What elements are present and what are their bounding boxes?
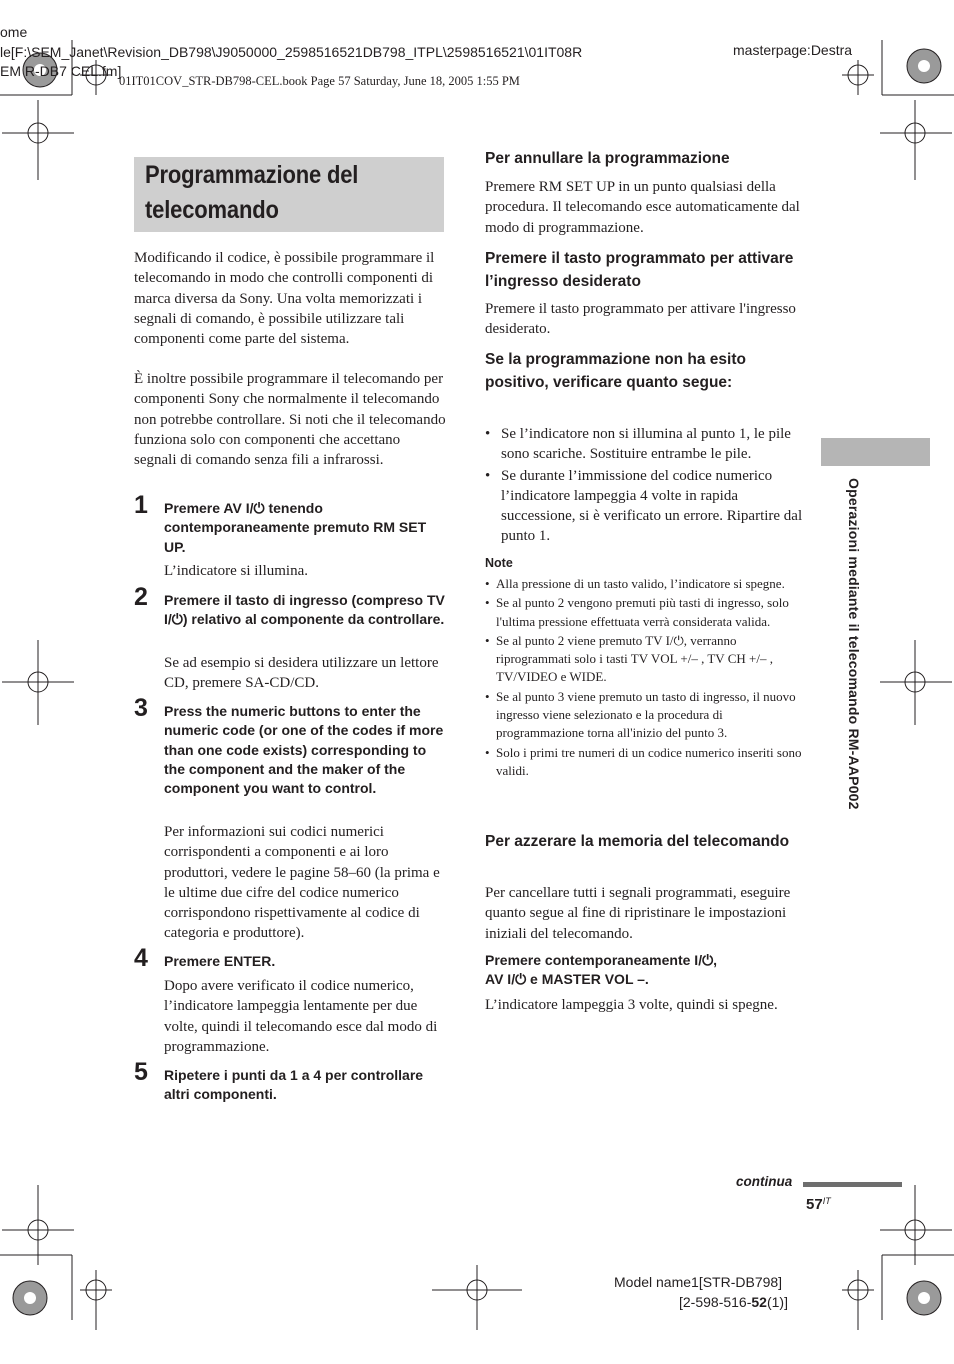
notes-title: Note [485,556,513,570]
notes-list [485,575,803,781]
header-path-line2: le[F:\SEM_Janet\Revision_DB798\J9050000_2598516521DB798_ITPL\2598516521\01IT08R [0,44,583,60]
note-item: • Se al punto 2 viene premuto TV I/⏻, verranno riprogrammati solo i tasti TV VOL +/– , TV CH +/– , TV/VIDEO e WIDE. [485,632,803,687]
header-path-line3: EM R-DB7 CEL.fm] [0,63,122,79]
reset-heading: Per azzerare la memoria del telecomando [485,833,790,850]
step-number-3: 3 [134,694,148,722]
continua-bar [803,1182,902,1187]
note-item: • Se al punto 3 viene premuto un tasto di ingresso, il nuovo ingresso viene selezionato e la procedura di programmazione torna all'inizio del punto 3. [485,688,803,743]
step-instruction-1: Premere AV I/⏻ tenendo contemporaneamente premuto RM SET UP. [164,500,427,555]
step-instruction-4: Premere ENTER. [164,953,276,969]
step-detail-2: Se ad esempio si desidera utilizzare un lettore CD, premere SA-CD/CD. [164,655,439,692]
page-number-lang: IT [822,1196,831,1206]
header-path-line1: ome [0,24,28,40]
note-item: • Alla pressione di un tasto valido, l’indicatore si spegne. [485,575,803,593]
header-masterpage: masterpage:Destra [733,42,853,58]
press-key-heading: Premere il tasto programmato per attivare l’ingresso desiderato [485,250,794,290]
step-detail-3: Per informazioni sui codici numerici corrispondenti a componenti e ai loro produttori, vedere le pagine 58–60 (la prima e le ultime due cifre del codice numerico corrispondono rispettivamente al codice di categoria e produttore). [164,824,440,942]
page-number [806,1196,831,1214]
step-instruction-5: Ripetere i punti da 1 a 4 per controllare altri componenti. [164,1067,424,1103]
step-number-2: 2 [134,583,148,611]
press-key-text: Premere il tasto programmato per attivare l'ingresso desiderato. [485,301,796,338]
step-detail-4: Dopo avere verificato il codice numerico, l’indicatore lampeggia lentamente per due volte, quindi il telecomando esce dal modo di programmazione. [164,978,438,1055]
section-side-label: Operazioni mediante il telecomando RM-AAP002 [846,478,862,810]
note-item: • Se al punto 2 vengono premuti più tasti di ingresso, solo l'ultima pressione effettuata verrà considerata valida. [485,594,803,631]
step-instruction-2: Premere il tasto di ingresso (compreso TV I/⏻) relativo al componente da controllare. [164,592,445,628]
reset-instruction-line2: AV I/⏻ e MASTER VOL –. [485,971,649,987]
failure-heading: Se la programmazione non ha esito positivo, verificare quanto segue: [485,351,746,391]
cancel-text: Premere RM SET UP in un punto qualsiasi della procedura. Il telecomando esce automaticamente dal modo di programmazione. [485,179,800,236]
failure-list [485,424,803,547]
note-item: • Solo i primi tre numeri di un codice numerico inseriti sono validi. [485,744,803,781]
continua-label: continua [736,1174,793,1189]
reset-text: Per cancellare tutti i segnali programmati, eseguire quanto segue al fine di ripristinare le impostazioni iniziali del telecomando. [485,885,791,942]
failure-item: • Se l’indicatore non si illumina al punto 1, le pile sono scariche. Sostituire entrambe le pile. [485,424,803,465]
failure-item: • Se durante l’immissione del codice numerico l’indicatore lampeggia 4 volte in rapida successione, si è verificato un errore. Ripartire dal punto 1. [485,466,803,547]
reset-instruction-line1: Premere contemporaneamente I/⏻, [485,952,718,968]
intro-paragraph-2: È inoltre possibile programmare il telecomando per componenti Sony che normalmente il telecomando non potrebbe controllare. Si noti che il telecomando funziona solo con componenti che accettano segnali di comando senza fili a infrarossi. [134,371,446,469]
model-code-pre: [2-598-516- [679,1294,752,1310]
page-title: Programmazione del telecomando [145,161,359,224]
step-number-5: 5 [134,1058,148,1086]
cancel-heading: Per annullare la programmazione [485,150,730,167]
model-code-post: (1)] [766,1294,788,1310]
page-number-value: 57 [806,1196,823,1213]
step-number-4: 4 [134,944,148,972]
step-number-1: 1 [134,491,148,519]
model-code-bold: 52 [751,1294,767,1310]
step-detail-1: L’indicatore si illumina. [164,563,309,579]
model-name-line: Model name1[STR-DB798] [614,1274,783,1290]
header-book-line: 01IT01COV_STR-DB798-CEL.book Page 57 Saturday, June 18, 2005 1:55 PM [119,74,520,88]
step-instruction-3: Press the numeric buttons to enter the numeric code (or one of the codes if more than one code exists) corresponding to the component and the maker of the component you want to control. [164,703,444,797]
model-code-line [679,1292,788,1312]
reset-result: L’indicatore lampeggia 3 volte, quindi si spegne. [485,997,778,1013]
section-tab-bar [821,438,930,466]
intro-paragraph: Modificando il codice, è possibile programmare il telecomando in modo che controlli componenti di marca diversa da Sony. Una volta memorizzati i segnali di comando, è possibile utilizzare tali componenti come parte del sistema. [134,250,435,348]
